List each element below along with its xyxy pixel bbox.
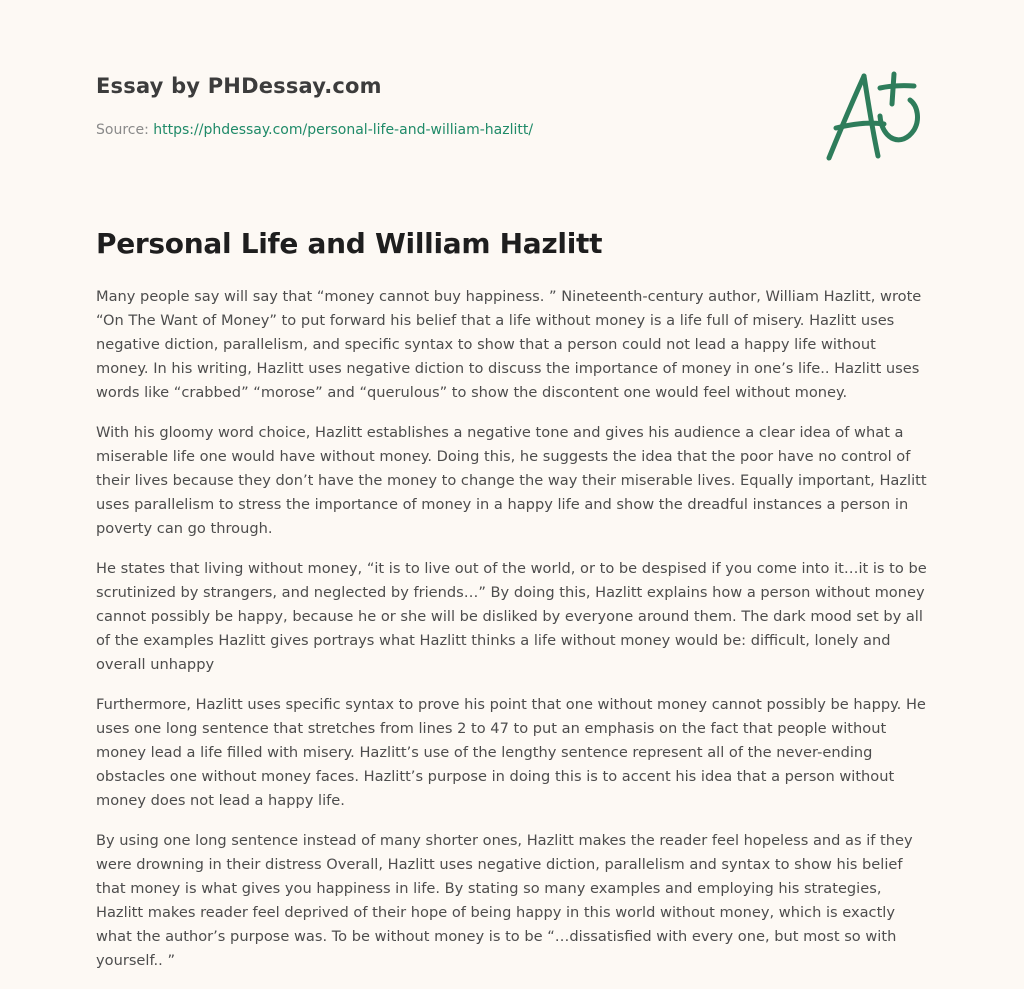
site-brand: Essay by PHDessay.com bbox=[96, 74, 382, 98]
article-paragraph: He states that living without money, “it is to live out of the world, or to be despised if you come into it…it is to be scrutinized by strangers, and neglected by friends…” By doing this, Hazlitt explains how a person without money cannot possibly be happy, because he or she will be disliked by everyone around them. The dark mood set by all of the examples Hazlitt gives portrays what Hazlitt thinks a life without money would be: difficult, lonely and overall unhappy bbox=[96, 560, 927, 673]
a-plus-grade-icon bbox=[822, 66, 928, 166]
source-line bbox=[96, 122, 796, 138]
article-paragraph: By using one long sentence instead of many shorter ones, Hazlitt makes the reader feel hopeless and as if they were drowning in their distress Overall, Hazlitt uses negative diction, parallelism and syntax to show his belief that money is what gives you happiness in life. By stating so many examples and employing his strategies, Hazlitt makes reader feel deprived of their hope of being happy in this world without money, which is exactly what the author’s purpose was. To be without money is to be “…dissatisfied with every one, but most so with yourself.. ” bbox=[96, 832, 913, 969]
article-paragraph: With his gloomy word choice, Hazlitt establishes a negative tone and gives his audience a clear idea of what a miserable life one would have without money. Doing this, he suggests the idea that the poor have no control of their lives because they don’t have the money to change the way their miserable lives. Equally important, Hazlitt uses parallelism to stress the importance of money in a happy life and show the dreadful instances a person in poverty can go through. bbox=[96, 424, 927, 537]
source-link[interactable]: https://phdessay.com/personal-life-and-william-hazlitt/ bbox=[153, 122, 534, 138]
source-label: Source: bbox=[96, 122, 149, 138]
article-paragraph: Many people say will say that “money cannot buy happiness. ” Nineteenth-century author, William Hazlitt, wrote “On The Want of Money” to put forward his belief that a life without money is a life full of misery. Hazlitt uses negative diction, parallelism, and specific syntax to show that a person could not lead a happy life without money. In his writing, Hazlitt uses negative diction to discuss the importance of money in one’s life.. Hazlitt uses words like “crabbed” “morose” and “querulous” to show the discontent one would feel without money. bbox=[96, 288, 922, 401]
page-header bbox=[96, 74, 796, 138]
article-paragraph: Furthermore, Hazlitt uses specific syntax to prove his point that one without money cannot possibly be happy. He uses one long sentence that stretches from lines 2 to 47 to put an emphasis on the fact that people without money lead a life filled with misery. Hazlitt’s use of the lengthy sentence represent all of the never-ending obstacles one without money faces. Hazlitt’s purpose in doing this is to accent his idea that a person without money does not lead a happy life. bbox=[96, 696, 926, 809]
article-title: Personal Life and William Hazlitt bbox=[96, 227, 603, 260]
article-body bbox=[96, 285, 932, 989]
